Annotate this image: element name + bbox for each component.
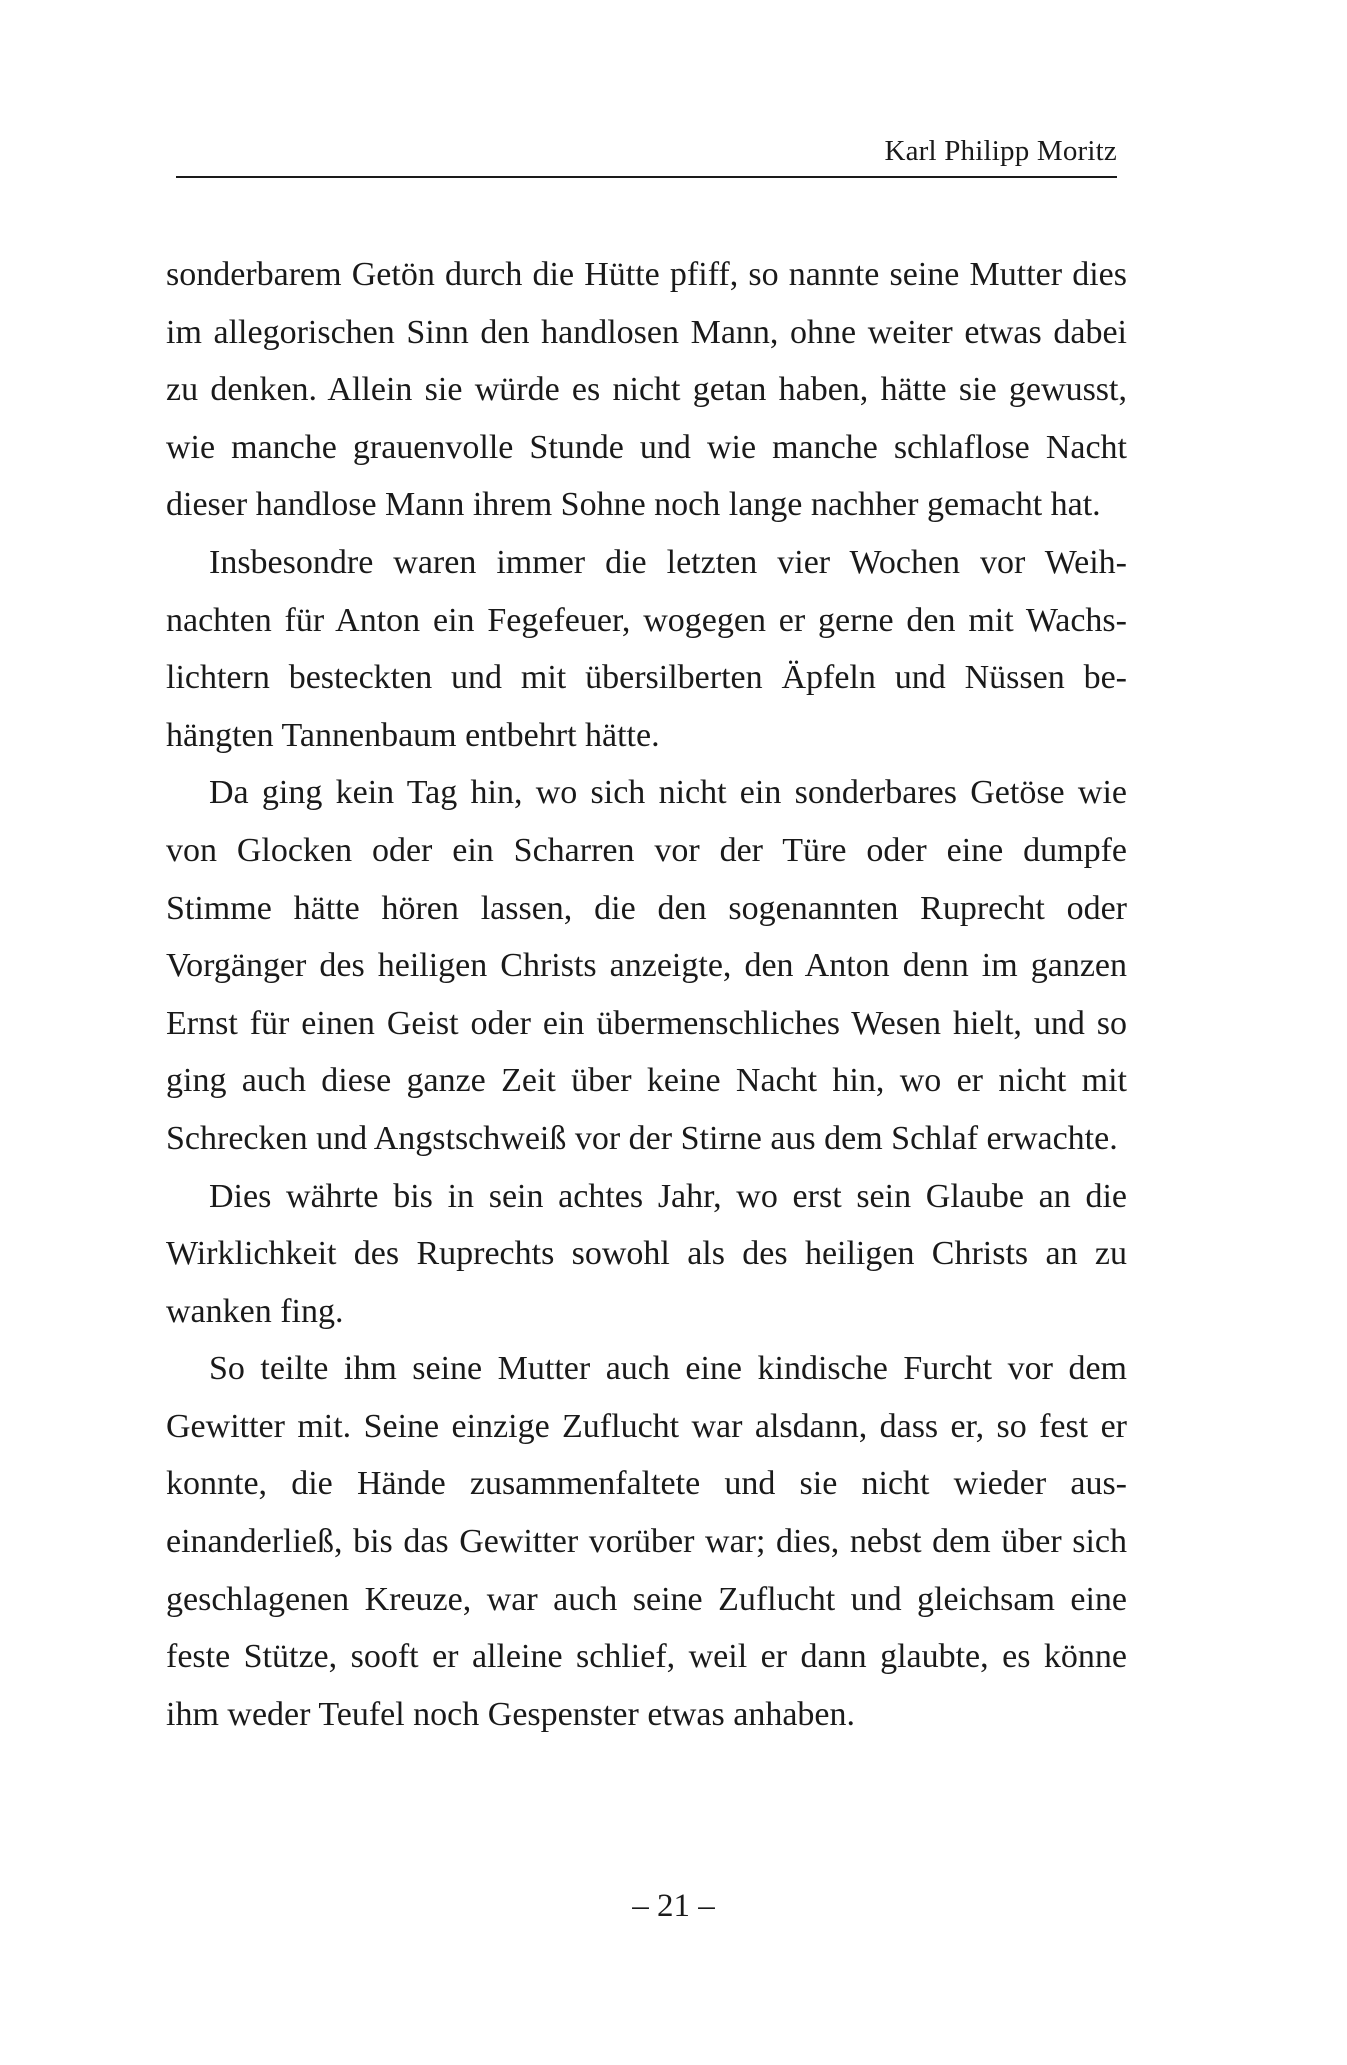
- paragraph: So teilte ihm seine Mutter auch eine kindische Furcht vor dem Gewitter mit. Seine einzige Zuflucht war alsdann, dass er, so fest er konnte, die Hände zusammenfaltete und sie nicht wieder auseinanderließ, bis das Gewitter vorüber war; dies, nebst dem über sich geschlagenen Kreuze, war auch seine Zuflucht und gleichsam eine feste Stütze, sooft er alleine schlief, weil er dann glaubte, es könne ihm weder Teufel noch Gespenster etwas anhaben.: [166, 1350, 1127, 1733]
- paragraph: Insbesondre waren immer die letzten vier Wochen vor Weihnachten für Anton ein Fegefeuer, wogegen er gerne den mit Wachslichtern besteckten und mit übersilberten Äpfeln und Nüssen behängten Tannenbaum entbehrt hätte.: [166, 543, 1127, 754]
- body-text: [166, 246, 1127, 1743]
- paragraph-continued: sonderbarem Getön durch die Hütte pfiff, so nannte seine Mutter dies im allegorischen Sinn den handlosen Mann, ohne weiter etwas dabei zu denken. Allein sie würde es nicht getan haben, hätte sie gewusst, wie manche grauenvolle Stunde und wie manche schlaflose Nacht dieser handlose Mann ihrem Sohne noch lange nachher gemacht hat.: [166, 256, 1127, 524]
- running-header: [176, 130, 1117, 178]
- paragraph: Dies währte bis in sein achtes Jahr, wo erst sein Glaube an die Wirklichkeit des Ruprechts sowohl als des heiligen Christs an zu wanken fing.: [166, 1177, 1127, 1330]
- page-number: – 21 –: [632, 1888, 715, 1924]
- running-header-author: Karl Philipp Moritz: [884, 135, 1117, 167]
- paragraph: Da ging kein Tag hin, wo sich nicht ein sonderbares Getöse wie von Glocken oder ein Scharren vor der Türe oder eine dumpfe Stimme hätte hören lassen, die den sogenannten Ruprecht oder Vorgänger des heiligen Christs anzeigte, den Anton denn im ganzen Ernst für einen Geist oder ein übermenschliches Wesen hielt, und so ging auch diese ganze Zeit über keine Nacht hin, wo er nicht mit Schrecken und Angstschweiß vor der Stirne aus dem Schlaf erwachte.: [166, 774, 1127, 1157]
